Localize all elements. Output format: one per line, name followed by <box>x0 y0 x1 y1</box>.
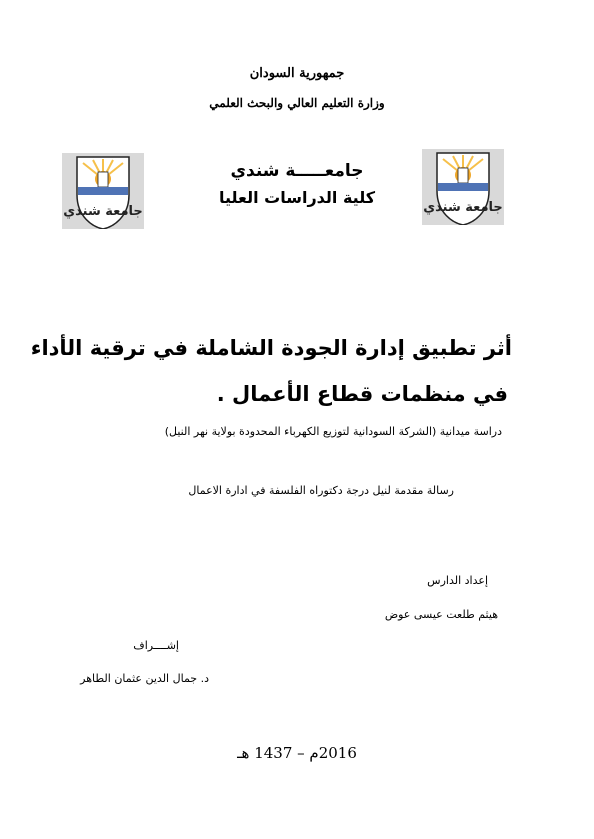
supervision-label: إشــــراف <box>133 639 179 652</box>
university-heading: جامعـــــة شندي <box>230 161 364 181</box>
thesis-title-line2: في منظمات قطاع الأعمال . <box>216 382 508 406</box>
college-heading: كلية الدراسات العليا <box>218 188 376 207</box>
svg-text:جامعة شندي: جامعة شندي <box>423 200 503 215</box>
country-heading: جمهورية السودان <box>249 66 345 81</box>
university-logo-left <box>62 153 144 229</box>
ministry-heading: وزارة التعليم العالي والبحث العلمي <box>209 96 385 110</box>
researcher-name: هيثم طلعت عيسى عوض <box>384 608 498 621</box>
prepared-by-label: إعداد الدارس <box>427 574 488 587</box>
date-line: 2016م – 1437 هـ <box>237 744 357 762</box>
university-seal-icon <box>62 153 144 229</box>
university-seal-icon <box>422 149 504 225</box>
university-logo-right <box>422 149 504 225</box>
thesis-title-line1: أثر تطبيق إدارة الجودة الشاملة في ترقية الأداء <box>30 336 512 360</box>
thesis-subtitle: دراسة ميدانية (الشركة السودانية لتوزيع الكهرباء المحدودة بولاية نهر النيل) <box>164 425 502 438</box>
degree-statement: رسالة مقدمة لنيل درجة دكتوراه الفلسفة في ادارة الاعمال <box>188 484 454 497</box>
svg-text:جامعة شندي: جامعة شندي <box>63 204 143 219</box>
supervisor-name: د. جمال الدين عثمان الطاهر <box>80 672 209 685</box>
